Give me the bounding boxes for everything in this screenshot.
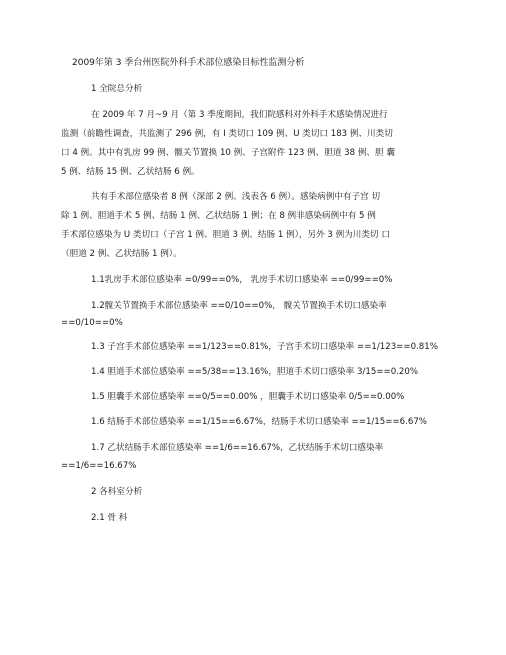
rate-1-1: 1.1乳房手术部位感染率 =0/99==0%， 乳房手术切口感染率 ==0/99==0% xyxy=(91,275,393,285)
paragraph-2-line-2: 除 1 例、胆道手术 5 例、结肠 1 例、乙状结肠 1 例；在 8 例非感染病例中有 5 例 xyxy=(61,211,376,221)
paragraph-2-line-3: 手术部位感染为 U 类切口（子宫 1 例、胆道 3 例、结肠 1 例），另外 3 例为川类切 口 xyxy=(61,230,390,240)
paragraph-2-line-1: 共有手术部位感染者 8 例（深部 2 例、浅表各 6 例）。感染病例中有子宫 切 xyxy=(91,192,381,202)
paragraph-1-line-3: 口 4 例。其中有乳房 99 例、髋关节置换 10 例、子宫附件 123 例、胆道 38 例、胆 囊 xyxy=(61,148,395,158)
rate-1-6: 1.6 结肠手术部位感染率 ==1/15==6.67%，结肠手术切口感染率 ==1/15==6.67% xyxy=(91,417,427,427)
paragraph-1-line-1: 在 2009 年 7 月~9 月（第 3 季度期间，我们院感科对外科手术感染情况进行 xyxy=(91,110,388,120)
rate-1-7-line-1: 1.7 乙状结肠手术部位感染率 ==1/6==16.67%，乙状结肠手术切口感染率 xyxy=(91,443,384,453)
rate-1-5: 1.5 胆囊手术部位感染率 ==0/5==0.00% ，胆囊手术切口感染率 0/5==0.00% xyxy=(91,392,405,402)
rate-1-7-line-2: ==1/6==16.67% xyxy=(61,461,137,471)
section-2-1-heading: 2.1 骨 科 xyxy=(91,513,128,523)
rate-1-3: 1.3 子宫手术部位感染率 ==1/123==0.81%，子宫手术切口感染率 ==1/123==0.81% xyxy=(91,342,438,352)
paragraph-1-line-2: 监测（前瞻性调查，共监测了 296 例，有 I 类切口 109 例、U 类切口 183 例、川类切 xyxy=(61,129,393,139)
paragraph-2-line-4: （胆道 2 例、乙状结肠 1 例）。 xyxy=(61,249,182,259)
section-2-heading: 2 各科室分析 xyxy=(91,487,143,497)
rate-1-2-line-1: 1.2髋关节置换手术部位感染率 ==0/10==0%， 髋关节置换手术切口感染率 xyxy=(91,301,387,311)
rate-1-4: 1.4 胆道手术部位感染率 ==5/38==13.16%，胆道手术切口感染率 3/15==0.20% xyxy=(91,367,419,377)
section-1-heading: 1 全院总分析 xyxy=(91,84,143,94)
paragraph-1-line-4: 5 例、结肠 15 例、乙状结肠 6 例。 xyxy=(61,167,200,177)
rate-1-2-line-2: ==0/10==0% xyxy=(61,318,123,328)
document-title: 2009年第 3 季台州医院外科手术部位感染目标性监测分析 xyxy=(72,58,305,68)
